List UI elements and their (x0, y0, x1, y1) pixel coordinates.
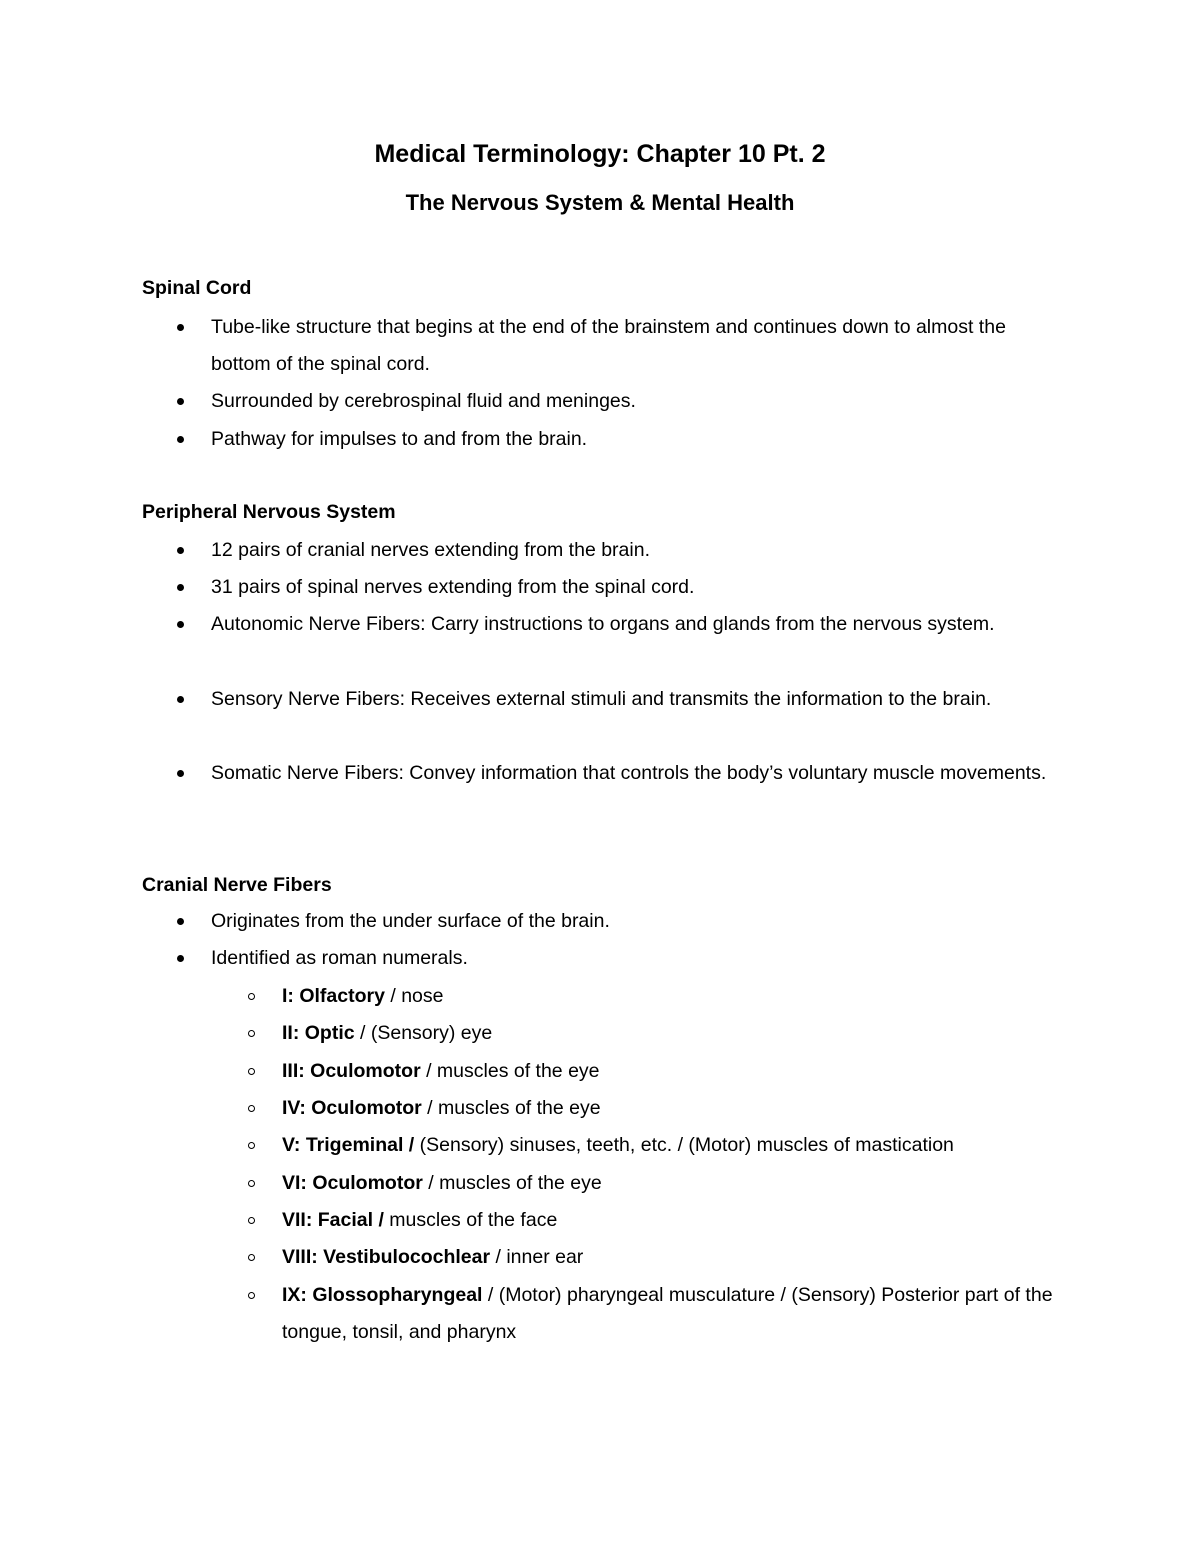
list-item: Somatic Nerve Fibers: Convey information that controls the body’s voluntary muscle movements. (211, 762, 1047, 784)
list-item: Pathway for impulses to and from the brain. (211, 428, 588, 450)
nerve-name: V: Trigeminal / (282, 1134, 415, 1156)
bullet-icon (177, 584, 184, 591)
bullet-icon (177, 547, 184, 554)
hollow-bullet-icon (248, 1030, 255, 1037)
nerve-item (282, 1022, 492, 1045)
list-item: Originates from the under surface of the brain. (211, 910, 610, 932)
nerve-item (282, 985, 443, 1008)
hollow-bullet-icon (248, 1180, 255, 1187)
nerve-description: / muscles of the eye (422, 1172, 602, 1194)
nerve-name: VII: Facial / (282, 1209, 384, 1231)
list-item: 12 pairs of cranial nerves extending from the brain. (211, 539, 650, 561)
hollow-bullet-icon (248, 1142, 255, 1149)
hollow-bullet-icon (248, 1254, 255, 1261)
nerve-name: VI: Oculomotor (282, 1172, 423, 1194)
nerve-description: / muscles of the eye (420, 1060, 600, 1082)
list-item: Surrounded by cerebrospinal fluid and meninges. (211, 390, 636, 412)
bullet-icon (177, 918, 184, 925)
document-title: Medical Terminology: Chapter 10 Pt. 2 (374, 140, 826, 168)
bullet-icon (177, 696, 184, 703)
bullet-icon (177, 955, 184, 962)
list-item-continuation: bottom of the spinal cord. (211, 353, 430, 375)
nerve-description: / (Motor) pharyngeal musculature / (Sensory) Posterior part of the (482, 1284, 1053, 1306)
nerve-description: (Sensory) sinuses, teeth, etc. / (Motor) muscles of mastication (414, 1134, 954, 1156)
bullet-icon (177, 324, 184, 331)
hollow-bullet-icon (248, 1292, 255, 1299)
list-item: Tube-like structure that begins at the end of the brainstem and continues down to almost the (211, 316, 1006, 338)
nerve-item (282, 1134, 954, 1157)
section-heading-cranial-nerve-fibers: Cranial Nerve Fibers (142, 874, 332, 896)
nerve-description: / nose (384, 985, 444, 1007)
nerve-name: IV: Oculomotor (282, 1097, 422, 1119)
hollow-bullet-icon (248, 1105, 255, 1112)
hollow-bullet-icon (248, 1217, 255, 1224)
list-item: Sensory Nerve Fibers: Receives external stimuli and transmits the information to the brain. (211, 688, 992, 710)
nerve-name: II: Optic (282, 1022, 355, 1044)
list-item: Identified as roman numerals. (211, 947, 468, 969)
list-item: Autonomic Nerve Fibers: Carry instructions to organs and glands from the nervous system. (211, 613, 995, 635)
list-item: 31 pairs of spinal nerves extending from the spinal cord. (211, 576, 695, 598)
nerve-description: / (Sensory) eye (354, 1022, 493, 1044)
nerve-item (282, 1060, 600, 1083)
nerve-item (282, 1284, 1053, 1307)
bullet-icon (177, 621, 184, 628)
bullet-icon (177, 436, 184, 443)
nerve-name: VIII: Vestibulocochlear (282, 1246, 491, 1268)
nerve-item (282, 1209, 557, 1232)
hollow-bullet-icon (248, 1068, 255, 1075)
nerve-name: I: Olfactory (282, 985, 385, 1007)
nerve-item (282, 1097, 601, 1120)
nerve-name: IX: Glossopharyngeal (282, 1284, 483, 1306)
nerve-description: / inner ear (490, 1246, 584, 1268)
nerve-description: muscles of the face (383, 1209, 558, 1231)
nerve-description: / muscles of the eye (421, 1097, 601, 1119)
nerve-name: III: Oculomotor (282, 1060, 421, 1082)
nerve-item-continuation: tongue, tonsil, and pharynx (282, 1321, 517, 1343)
nerve-item (282, 1246, 583, 1269)
bullet-icon (177, 398, 184, 405)
bullet-icon (177, 770, 184, 777)
section-heading-spinal-cord: Spinal Cord (142, 277, 252, 299)
section-heading-peripheral-nervous-system: Peripheral Nervous System (142, 501, 396, 523)
document-subtitle: The Nervous System & Mental Health (405, 190, 795, 215)
hollow-bullet-icon (248, 993, 255, 1000)
nerve-item (282, 1172, 602, 1195)
